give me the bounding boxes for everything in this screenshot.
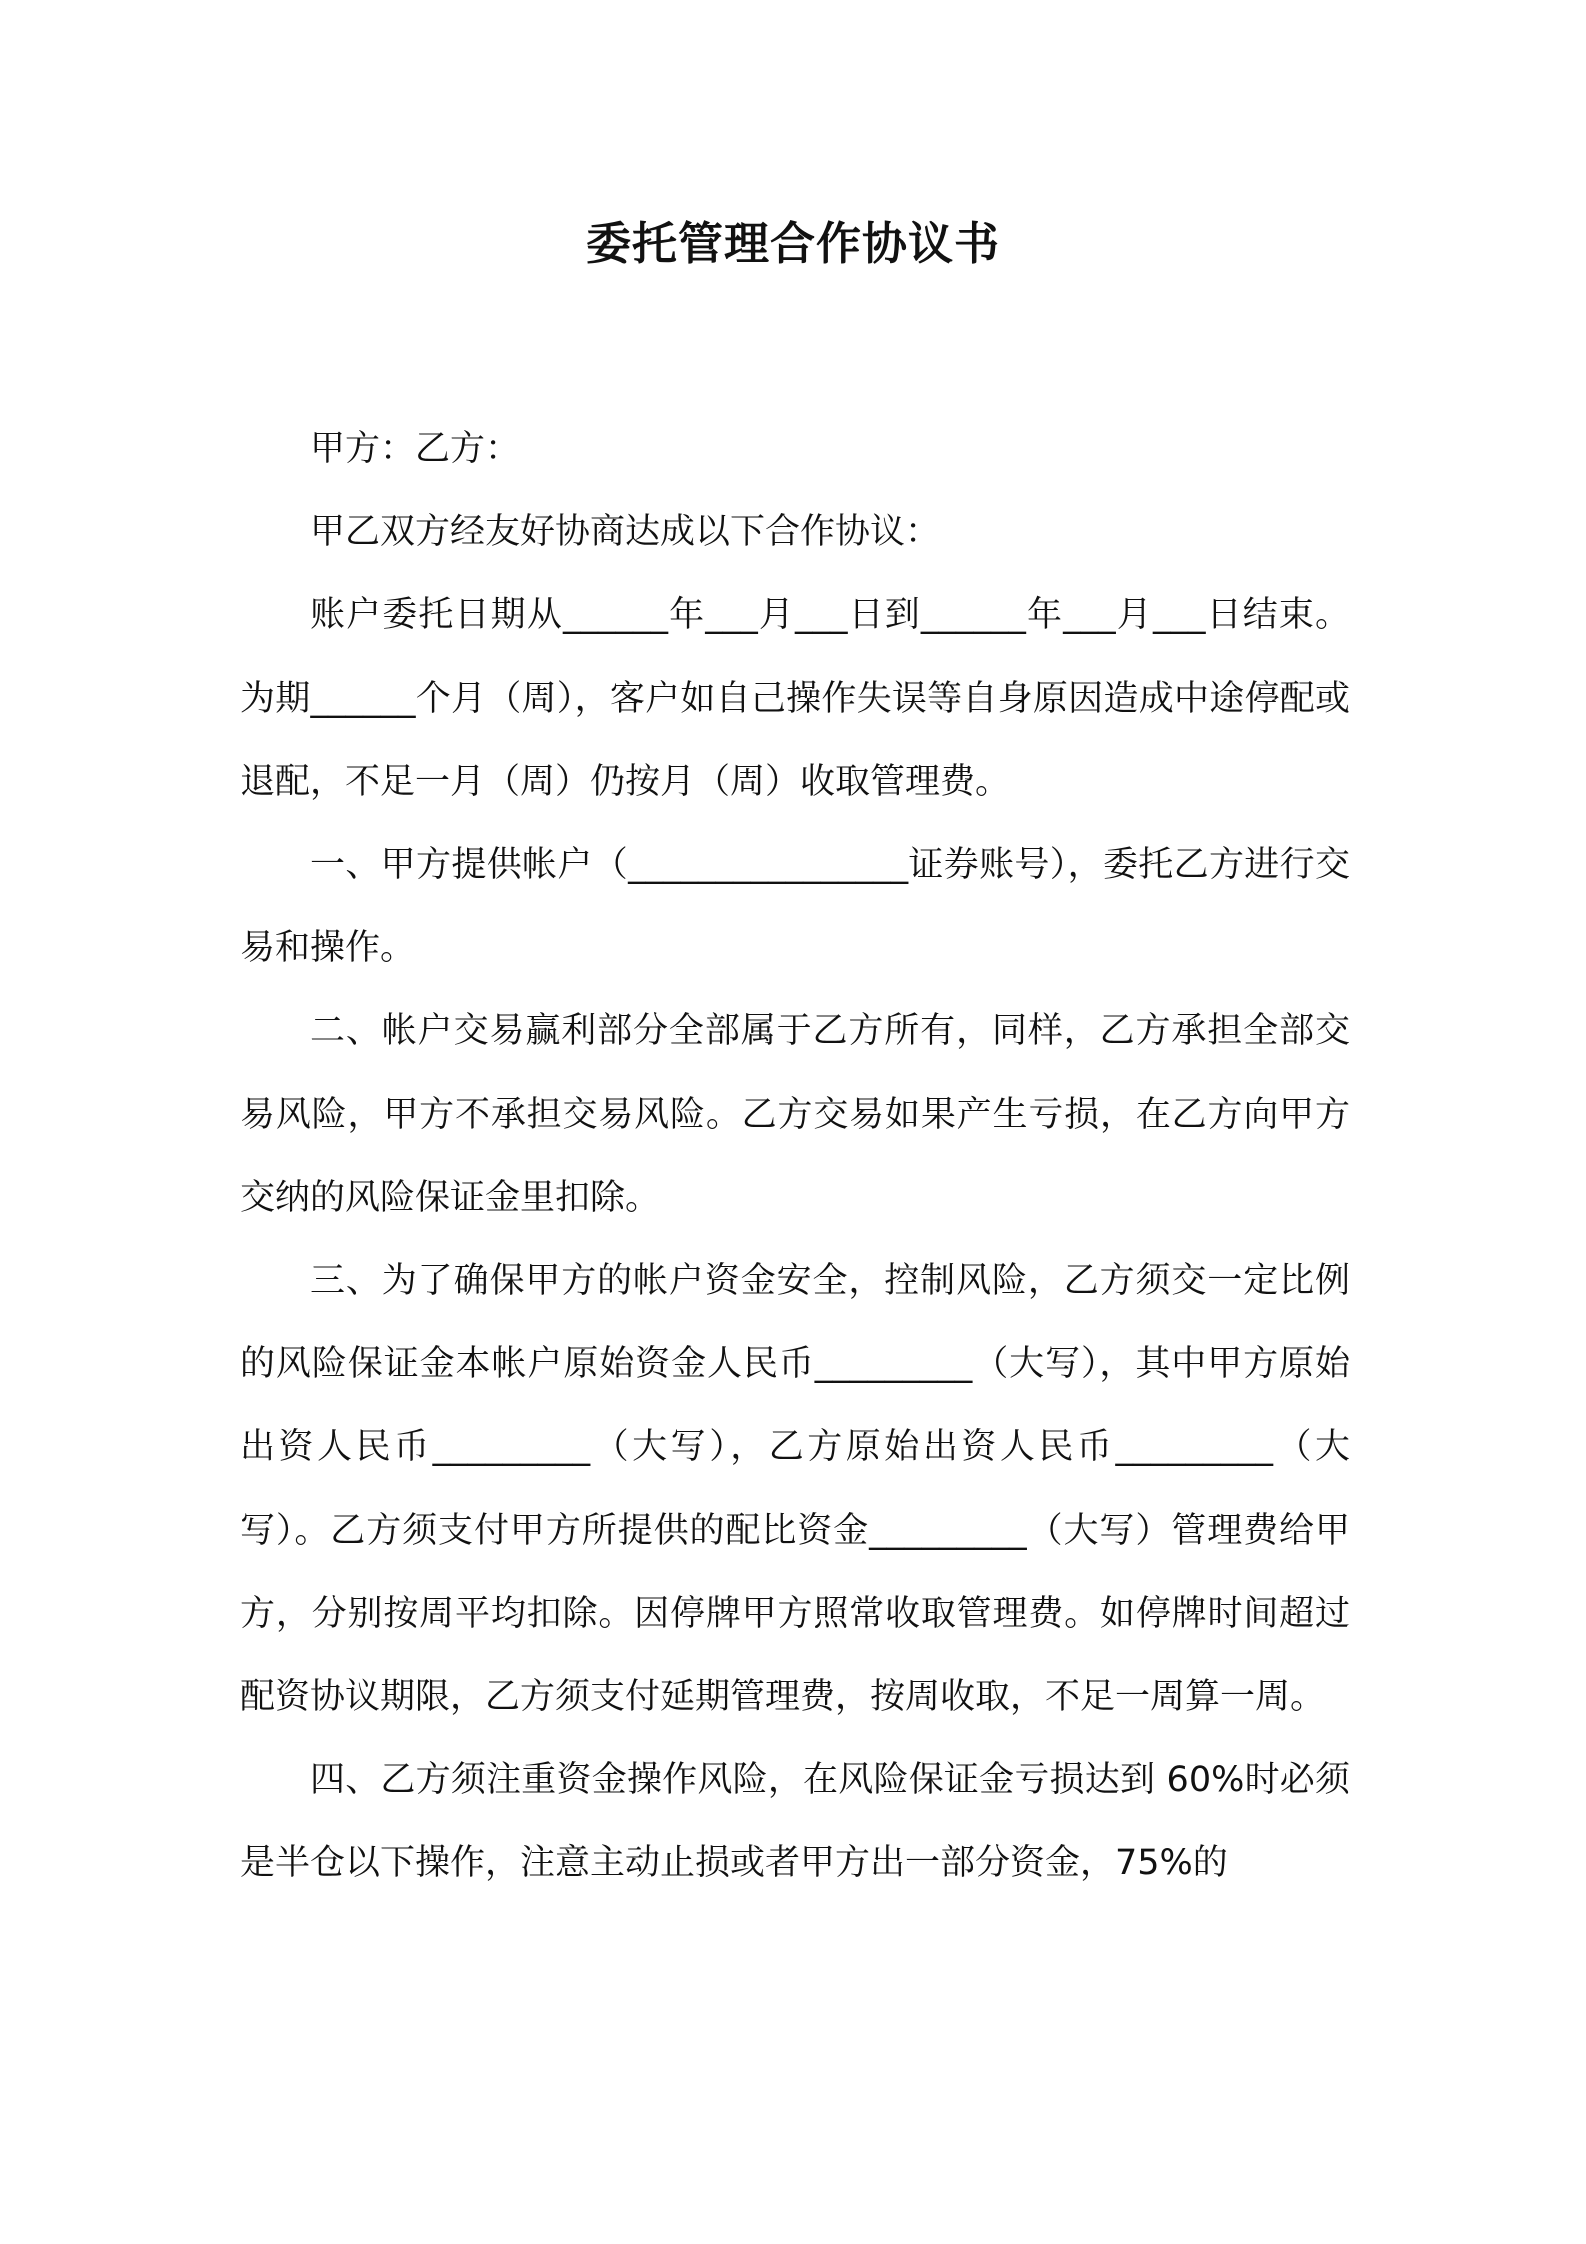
entrustment-period-clause: 账户委托日期从______年___月___日到______年___月___日结束。为期______个月（周），客户如自己操作失误等自身原因造成中途停配或退配，不足一月（周）仍按月（周）收取管理费。 (240, 595, 1350, 802)
clause-4: 四、乙方须注重资金操作风险，在风险保证金亏损达到 60%时必须是半仓以下操作，注意主动止损或者甲方出一部分资金，75%的 (240, 1760, 1350, 1884)
clause-1: 一、甲方提供帐户（________________证券账号），委托乙方进行交易和操作。 (240, 845, 1350, 969)
document-body (240, 408, 1350, 1906)
document-title: 委托管理合作协议书 (585, 217, 1000, 270)
agreement-intro: 甲乙双方经友好协商达成以下合作协议： (310, 512, 941, 553)
clause-2: 二、帐户交易赢利部分全部属于乙方所有，同样，乙方承担全部交易风险，甲方不承担交易风险。乙方交易如果产生亏损，在乙方向甲方交纳的风险保证金里扣除。 (240, 1011, 1350, 1218)
clause-3: 三、为了确保甲方的帐户资金安全，控制风险，乙方须交一定比例的风险保证金本帐户原始资金人民币_________（大写），其中甲方原始出资人民币_________（大写），乙方原始出资人民币_________（大写）。乙方须支付甲方所提供的配比资金_________（大写）管理费给甲方，分别按周平均扣除。因停牌甲方照常收取管理费。如停牌时间超过配资协议期限，乙方须支付延期管理费，按周收取，不足一周算一周。 (240, 1261, 1350, 1718)
parties-line: 甲方：乙方： (310, 429, 521, 469)
